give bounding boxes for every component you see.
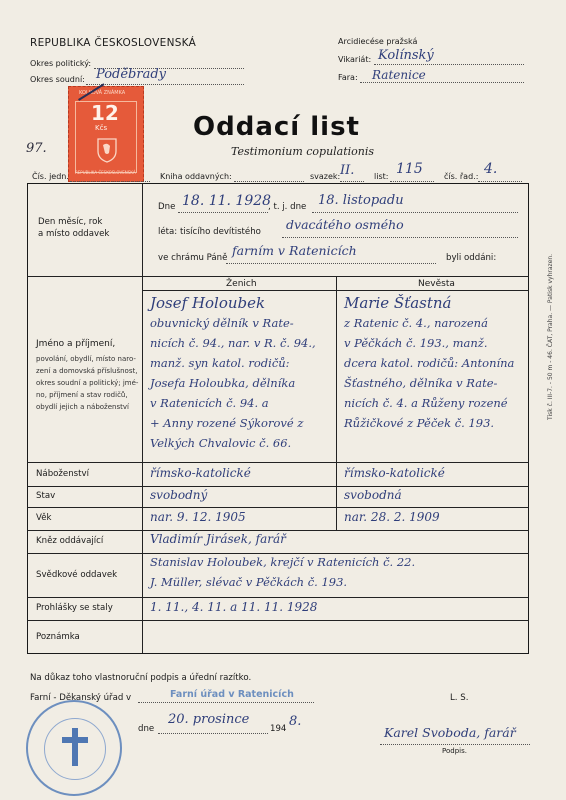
okres-soudni-value: Poděbrady [96,67,167,82]
groom-detail-line: Velkých Chvalovic č. 66. [150,436,292,450]
chram-label: ve chrámu Páně [158,253,228,263]
row-divider [27,553,529,554]
cross-icon [62,728,88,766]
persons-label-line: okres soudní a politický; jmé- [36,379,139,387]
groom-status: svobodný [150,488,208,502]
groom-detail-line: Josefa Holoubka, dělníka [150,376,296,390]
year-print: 194 [270,724,287,734]
groom-detail-line: nicích č. 94., nar. v R. č. 94., [150,336,316,350]
cis-rad-value: 4. [484,161,498,177]
groom-detail-line: + Anny rozené Sýkorové z [150,416,304,430]
prohlasky-label: Prohlášky se staly [36,603,113,613]
svazek-label: svazek: [310,172,341,181]
stamp-currency: Kčs [95,124,108,132]
groom-column-header: Ženich [226,279,257,289]
wedding-label-2: a místo oddavek [38,229,110,239]
persons-label-main: Jméno a příjmení, [36,339,116,349]
row-divider [27,276,529,277]
groom-detail-line: obuvnický dělník v Rate- [150,316,294,330]
persons-label-line: obydlí jejich a náboženství [36,403,129,411]
bride-column-header: Nevěsta [418,279,455,289]
witness-line: Stanislav Holoubek, krejčí v Ratenicích č. 22. [150,555,416,569]
groom-religion: římsko-katolické [150,466,251,480]
witness-line: J. Müller, slévač v Pěčkách č. 193. [150,575,348,589]
row-divider [27,620,529,621]
proof-text: Na důkaz toho vlastnoruční podpis a úřední razítko. [30,673,252,683]
fara-line [360,82,524,83]
lion-emblem-icon [95,137,119,163]
banns-dates: 1. 11., 4. 11. a 11. 11. 1928 [150,600,318,614]
stamp-bottom-text: REPUBLIKA ČESKOSLOVENSKÁ [75,170,136,175]
dne-footer-line [158,733,268,734]
svedci-label: Svědkové oddavek [36,570,118,580]
fara-label: Fara: [338,73,358,82]
wedding-date-words: 18. listopadu [318,193,404,208]
issue-date: 20. prosince [168,712,250,727]
bride-detail-line: Růžičkové z Pěček č. 193. [344,416,495,430]
signature-line [380,744,530,745]
dne-label: Dne [158,202,176,212]
cis-jedn-label: Čís. jedn. [32,172,69,181]
priest-signature: Karel Svoboda, farář [384,725,516,740]
table-center-divider [336,276,337,531]
okres-soudni-label: Okres soudní: [30,75,85,84]
bride-religion: římsko-katolické [344,466,445,480]
groom-birth: nar. 9. 12. 1905 [150,510,246,524]
arcidiecese-label: Arcidiecése pražská [338,37,418,46]
officiating-priest: Vladimír Jirásek, farář [150,532,286,546]
row-divider [27,486,529,487]
dne-footer-label: dne [138,724,155,734]
row-divider [142,290,529,291]
svazek-line [340,181,364,182]
persons-label-line: no, příjmení a stav rodičů, [36,391,128,399]
list-value: 115 [396,161,423,177]
bride-detail-line: dcera katol. rodičů: Antonína [344,356,515,370]
podpis-label: Podpis. [442,747,467,755]
tj-dne-line [312,212,518,213]
year-hand: 8. [289,714,302,729]
parish-seal [26,700,122,796]
leta-value: dvacátého osmého [286,217,404,232]
kniha-line [234,181,304,182]
fara-value: Ratenice [372,68,426,82]
persons-label-line: povolání, obydlí, místo naro- [36,355,136,363]
document-title: Oddací list [193,112,360,142]
document-subtitle: Testimonium copulationis [231,145,375,158]
cis-rad-label: čís. řad.: [444,172,479,181]
farni-label: Farní - Děkanský úřad v [30,693,132,703]
byli-oddani-label: byli oddáni: [446,253,497,263]
farni-line [138,702,314,703]
parish-office-stamp: Farní úřad v Ratenicích [170,689,294,700]
leta-line [282,237,518,238]
okres-politicky-label: Okres politický: [30,59,92,68]
row-divider [27,530,529,531]
stamp-handwritten-mark: 97. [26,141,47,156]
bride-detail-line: nicích č. 4. a Růženy rozené [344,396,508,410]
ls-label: L. S. [450,693,469,703]
nabozenstvi-label: Náboženství [36,469,89,479]
vikariat-label: Vikariát: [338,55,372,64]
wedding-date: 18. 11. 1928 [182,193,272,209]
row-divider [27,507,529,508]
bride-name: Marie Šťastná [344,294,452,312]
stav-label: Stav [36,491,56,501]
republic-heading: REPUBLIKA ČESKOSLOVENSKÁ [30,37,197,49]
stamp-value: 12 [91,101,119,125]
groom-name: Josef Holoubek [150,294,266,312]
dne-line [178,212,268,213]
table-label-divider [142,184,143,653]
bride-detail-line: v Pěčkách č. 193., manž. [344,336,488,350]
vikariat-value: Kolínský [378,48,434,63]
bride-birth: nar. 28. 2. 1909 [344,510,440,524]
vek-label: Věk [36,513,52,523]
persons-label-line: zení a domovská příslušnost, [36,367,138,375]
cis-jedn-line [70,181,150,182]
okres-soudni-line [86,84,244,85]
row-divider [27,597,529,598]
list-label: list: [374,172,389,181]
bride-detail-line: Šťastného, dělníka v Rate- [344,376,498,390]
wedding-label-1: Den měsíc, rok [38,217,103,227]
knez-label: Kněz oddávající [36,536,104,546]
cis-rad-line [478,181,522,182]
chram-value: farním v Ratenicích [232,243,357,258]
groom-detail-line: manž. syn katol. rodičů: [150,356,290,370]
groom-detail-line: v Ratenicích č. 94. a [150,396,269,410]
row-divider [27,462,529,463]
bride-status: svobodná [344,488,402,502]
side-print-note: Tisk č. III-7. - 50 m - 46. ČAT, Praha. — Patisk vyhrazen. [547,253,554,420]
stamp-top-text: KOLKOVÁ ZNÁMKA [79,90,126,96]
vikariat-line [374,64,524,65]
tj-dne-label: , t. j. dne [268,202,307,212]
svazek-value: II. [340,163,355,178]
bride-detail-line: z Ratenic č. 4., narozená [344,316,488,330]
kniha-label: Kniha oddavných: [160,172,232,181]
poznamka-label: Poznámka [36,632,80,642]
chram-line [226,263,436,264]
list-line [390,181,434,182]
leta-label: léta: tisícího devítistého [158,227,261,237]
